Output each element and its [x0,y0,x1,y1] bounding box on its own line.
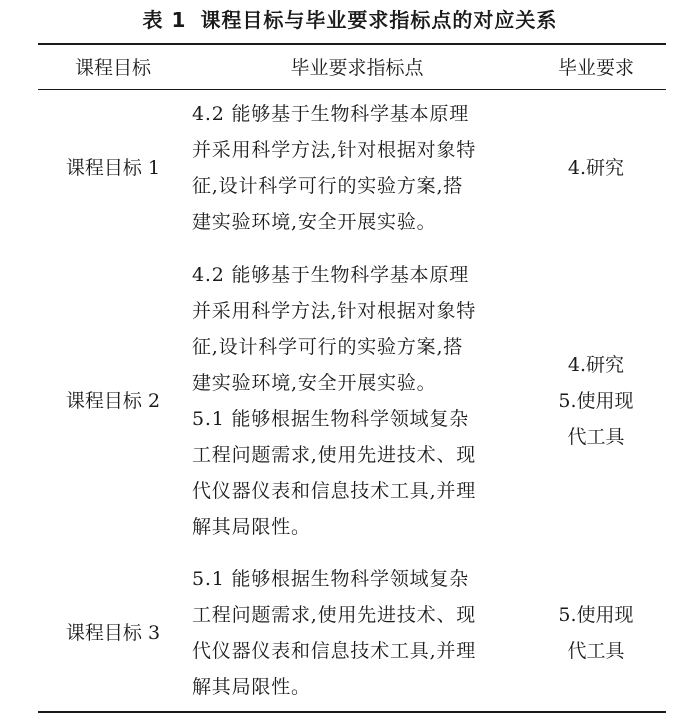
indicator-line: 并采用科学方法,针对根据对象特 [192,139,477,161]
requirement-line: 代工具 [567,425,625,448]
indicator-line: 征,设计科学可行的实验方案,搭 [192,175,464,197]
requirement-line: 4.研究 [567,157,625,179]
requirement-cell [526,253,666,548]
header-rule [38,89,666,90]
header-course-goal: 课程目标 [74,57,151,79]
indicator-cell [188,558,526,708]
indicator-line: 征,设计科学可行的实验方案,搭 [192,335,464,358]
indicator-line: 5.1 能够根据生物科学领域复杂 [192,407,470,430]
table-row [38,558,666,708]
table-row [38,253,666,548]
requirement-cell [526,92,666,244]
requirement-line: 5.使用现 [558,389,634,412]
indicator-cell [188,92,526,244]
indicator-line: 4.2 能够基于生物科学基本原理 [192,263,470,286]
indicator-line: 5.1 能够根据生物科学领域复杂 [192,568,470,590]
indicator-line: 工程问题需求,使用先进技术、现 [192,604,477,626]
course-goal-cell: 课程目标 3 [65,622,161,644]
indicator-line: 工程问题需求,使用先进技术、现 [192,443,477,466]
requirement-line: 4.研究 [567,353,625,376]
header-indicator: 毕业要求指标点 [290,57,424,79]
indicator-line: 解其局限性。 [192,515,311,538]
indicator-line: 解其局限性。 [192,676,311,698]
course-goal-cell: 课程目标 2 [65,389,161,412]
header-requirement: 毕业要求 [557,57,634,79]
table-row [38,92,666,244]
indicator-cell [188,253,526,548]
requirement-line: 5.使用现 [558,604,634,626]
requirement-line: 代工具 [567,640,625,662]
bottom-rule [38,711,666,713]
indicator-line: 代仪器仪表和信息技术工具,并理 [192,479,477,502]
indicator-line: 建实验环境,安全开展实验。 [192,371,437,394]
indicator-line: 并采用科学方法,针对根据对象特 [192,299,477,322]
indicator-line: 建实验环境,安全开展实验。 [192,211,437,233]
course-goal-cell: 课程目标 1 [65,157,161,179]
indicator-line: 代仪器仪表和信息技术工具,并理 [192,640,477,662]
table-caption [0,4,700,33]
requirement-cell [526,558,666,708]
table-number: 表 1 [142,8,187,32]
top-rule [38,43,666,45]
indicator-line: 4.2 能够基于生物科学基本原理 [192,103,470,125]
table-title: 课程目标与毕业要求指标点的对应关系 [200,8,558,32]
